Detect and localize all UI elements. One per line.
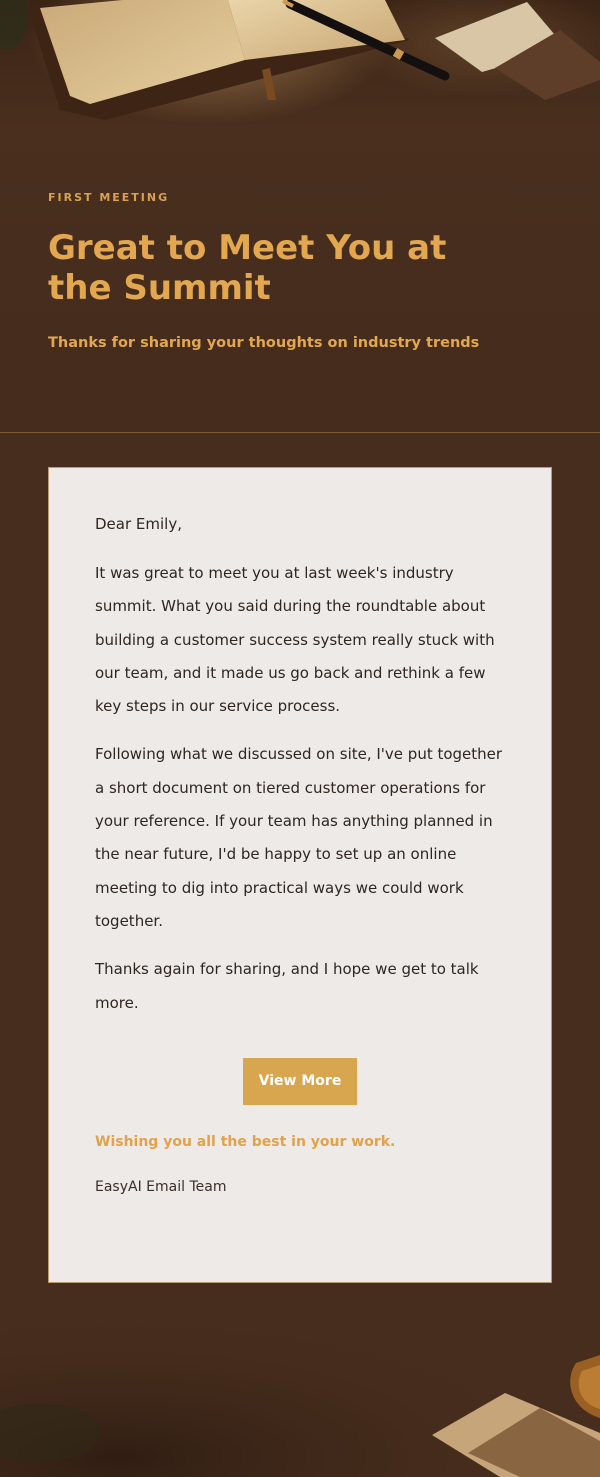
notebook-and-pen-photo (0, 0, 600, 160)
paragraph: Thanks again for sharing, and I hope we get to talk more. (95, 960, 479, 1012)
view-more-button[interactable]: View More (243, 1058, 357, 1105)
paragraph: Following what we discussed on site, I've put together a short document on tiered customer operations for your reference. If your team has anything planned in the near future, I'd be happy to set up an online meeting to dig into practical ways we could work together. (95, 745, 503, 930)
greeting: Dear Emily, (95, 515, 182, 533)
email-header (0, 0, 600, 433)
email-subtitle: Thanks for sharing your thoughts on industry trends (48, 335, 480, 351)
signature: EasyAI Email Team (95, 1178, 227, 1195)
letter-card (48, 467, 552, 1283)
paragraph: It was great to meet you at last week's industry summit. What you said during the roundtable about building a customer success system really stuck with our team, and it made us go back and rethink a few key steps in our service process. (95, 564, 495, 716)
desk-envelope-photo (0, 1283, 600, 1477)
eyebrow-label: FIRST MEETING (48, 191, 170, 204)
closing-line: Wishing you all the best in your work. (95, 1133, 396, 1150)
cta-container (95, 1058, 505, 1105)
email-title: Great to Meet You at the Summit (48, 228, 447, 308)
